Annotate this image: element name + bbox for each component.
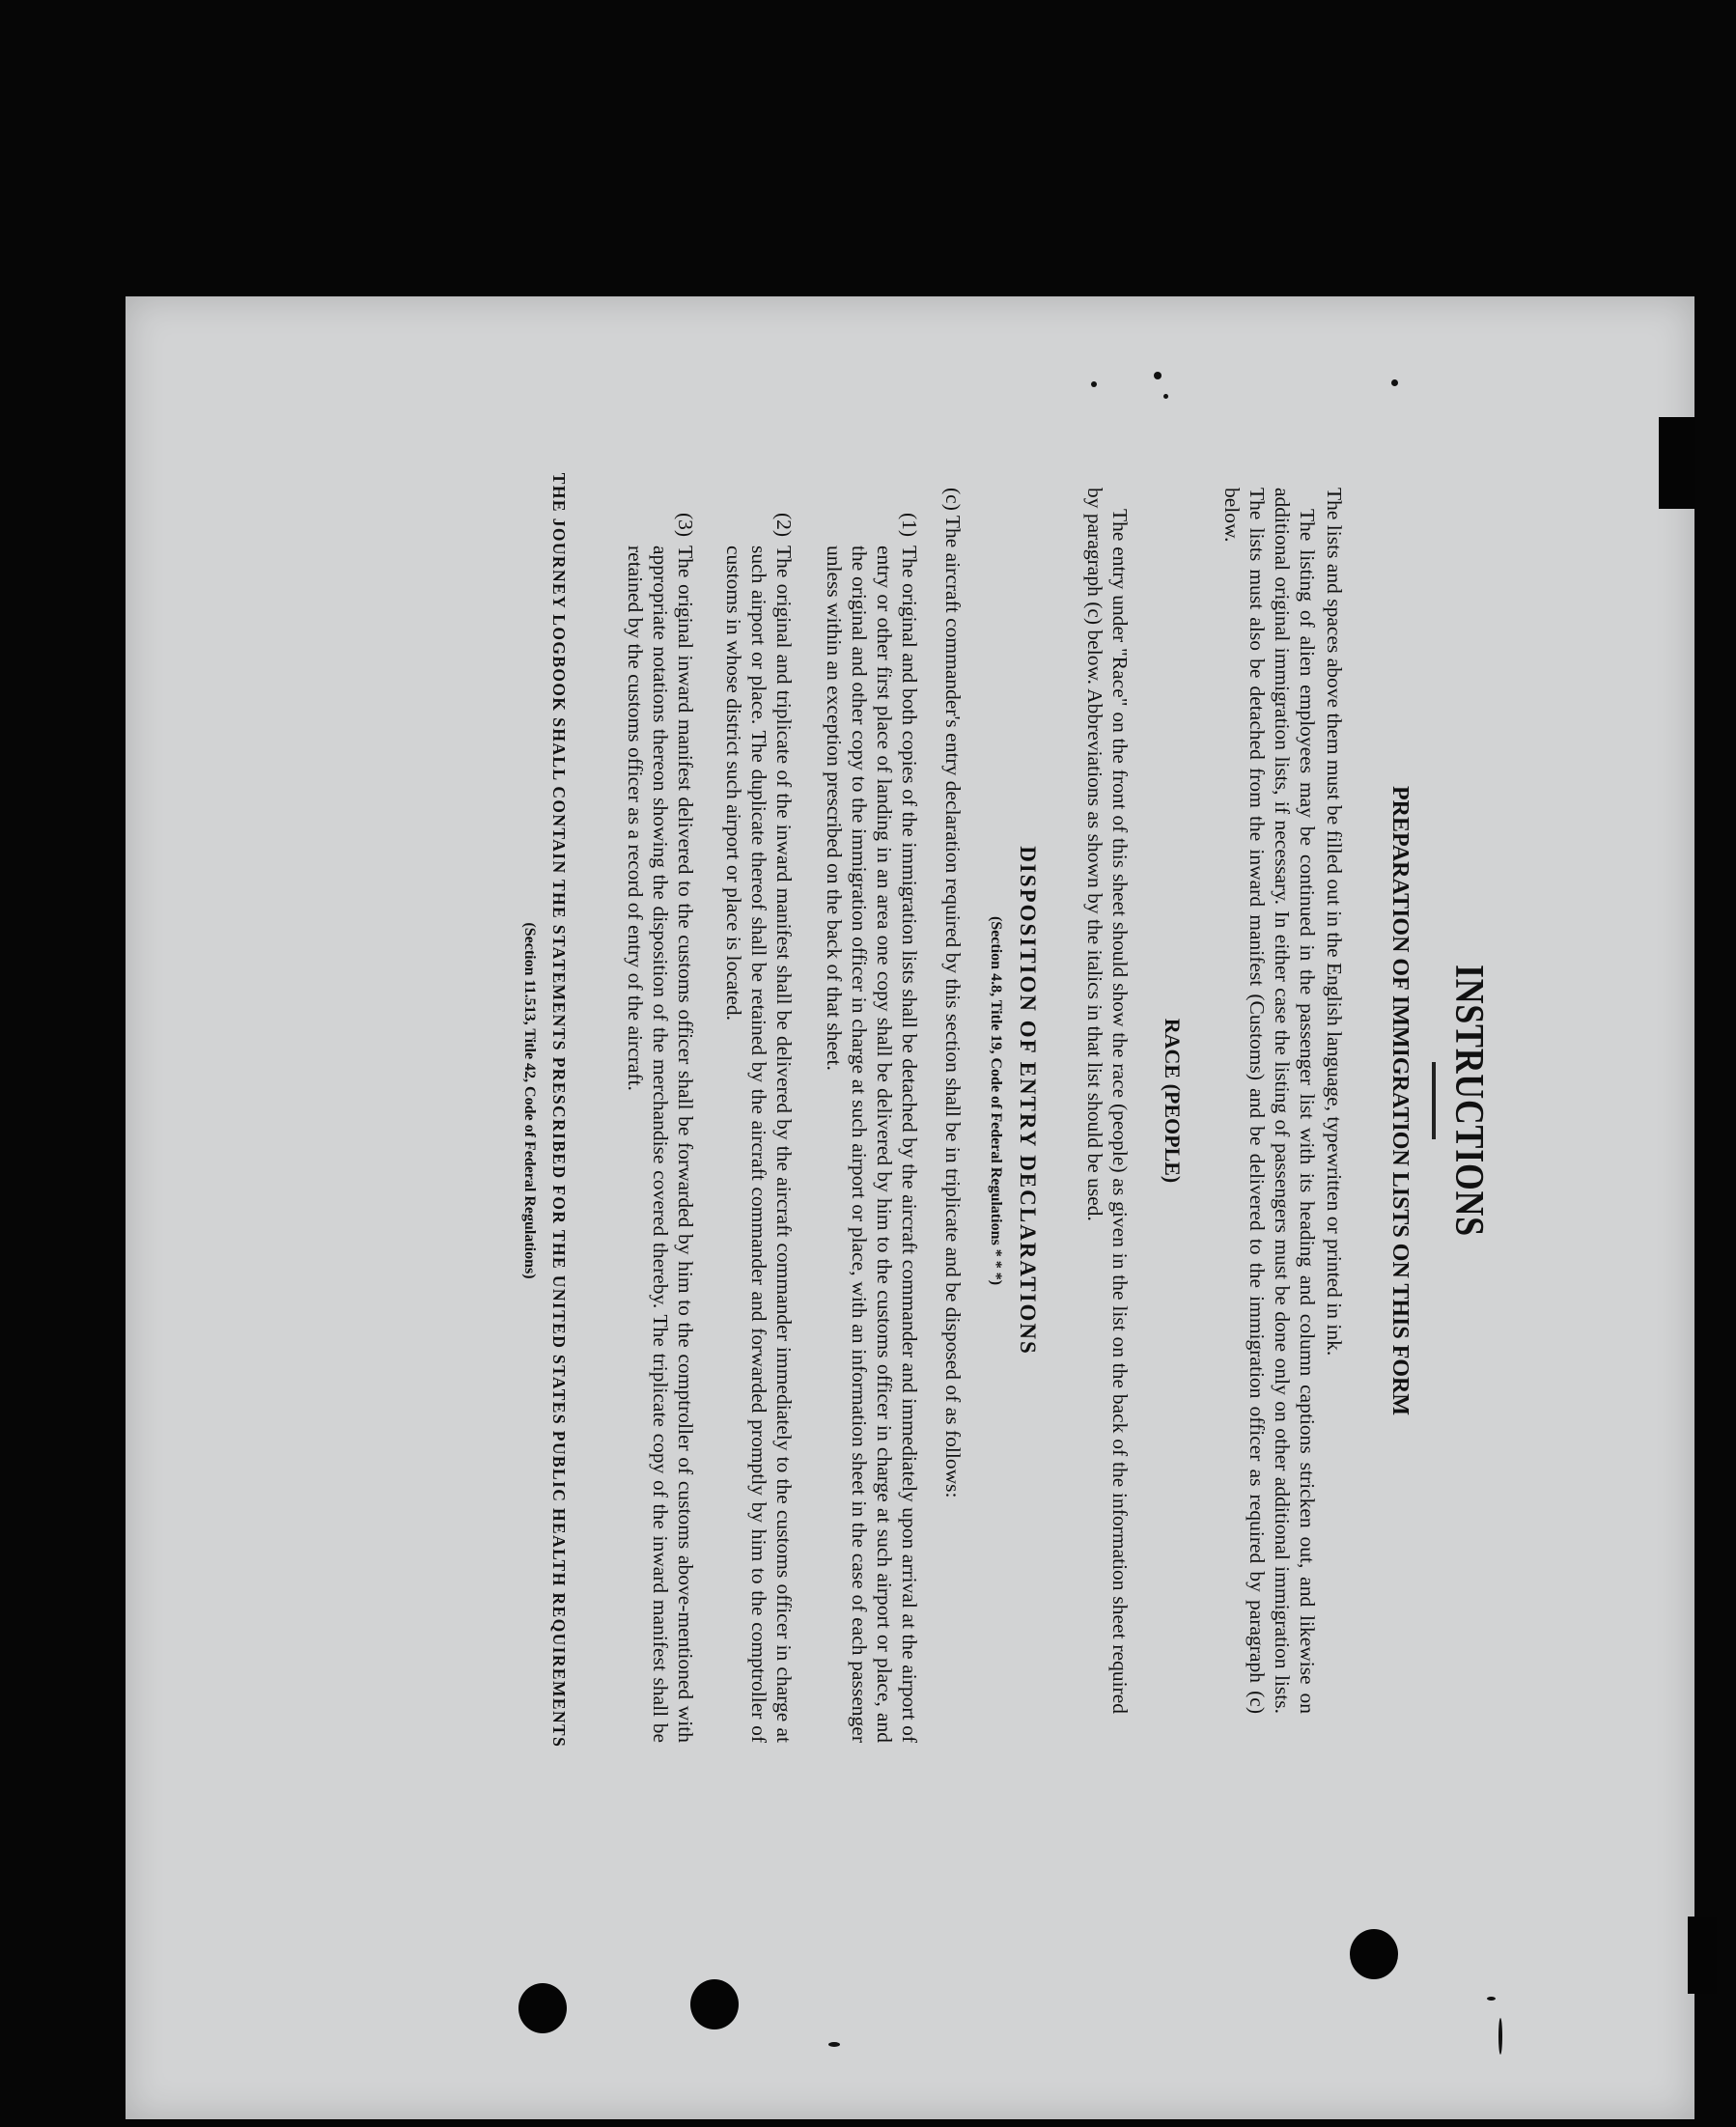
- ink-speck: [1498, 2018, 1502, 2055]
- list-item: [822, 513, 922, 1743]
- logbook-citation: (Section 11.513, Title 42, Code of Federal Regulations): [521, 922, 538, 1279]
- section-heading-disposition: DISPOSITION OF ENTRY DECLARATIONS: [1016, 846, 1040, 1356]
- punch-hole-bottom: [518, 1983, 567, 2033]
- list-item: [623, 513, 698, 1743]
- paragraph-c: (c) The aircraft commander's entry declaration required by this section shall be in triplicate and be disposed of as follows:: [941, 488, 965, 1498]
- ink-speck: [1487, 1997, 1496, 2001]
- ink-speck: [828, 2042, 840, 2047]
- regulation-citation: (Section 4.8, Title 19, Code of Federal Regulations * * *): [988, 915, 1004, 1286]
- list-item-number: (3): [674, 513, 697, 538]
- preparation-paragraph: The lists and spaces above them must be filled out in the English language, typewritten or printed in ink.: [1323, 488, 1346, 1357]
- title-underline: [1432, 1062, 1436, 1139]
- punch-hole-top: [1350, 1929, 1398, 1979]
- list-item-number: (2): [772, 513, 796, 538]
- instructions-text-block: [372, 328, 1492, 1873]
- list-item-text: The original and triplicate of the inward manifest shall be delivered by the aircraft commander immediately to the customs officer in charge at such airport or place. The duplicate thereof shall be retained by the aircraft commander and forwarded promptly by him to the comptroller of customs in whose district such airport or place is located.: [722, 546, 796, 1743]
- list-item-text: The original and both copies of the immigration lists shall be detached by the aircraft commander and immediately upon arrival at the airport of entry or other first place of landing in an area one copy shall be delivered by him to the customs officer in charge at such airport or place, and the original and other copy to the immigration officer in charge at such airport or place, with an information sheet in the case of each passenger unless within an exception prescribed on the back of that sheet.: [823, 546, 921, 1743]
- preparation-paragraph: The listing of alien employees may be continued in the passenger list with its heading and column captions stricken out, and likewise on additional original immigration lists, if necessary. In either case the listing of passengers must be done only on other additional immigration lists. The lists must also be detached from the inward manifest (Customs) and be delivered to the immigration officer as required by paragraph (c) below.: [1220, 488, 1319, 1714]
- document-title: INSTRUCTIONS: [1446, 964, 1491, 1237]
- logbook-statement: THE JOURNEY LOGBOOK SHALL CONTAIN THE STATEMENTS PRESCRIBED FOR THE UNITED STATES PUBLIC HEALTH REQUIREMENTS: [549, 472, 569, 1749]
- race-paragraph: The entry under "Race" on the front of this sheet should show the race (people) as given in the list on the back of the information sheet required by paragraph (c) below. Abbreviations as shown by the italics in that list should be used.: [1083, 488, 1132, 1714]
- binding-tab: [1659, 417, 1695, 509]
- section-heading-race: RACE (PEOPLE): [1161, 1018, 1185, 1184]
- list-item: [721, 513, 797, 1743]
- punch-hole-middle: [690, 1979, 739, 2029]
- section-heading-preparation: PREPARATION OF IMMIGRATION LISTS ON THIS FORM: [1387, 785, 1413, 1416]
- list-item-number: (1): [898, 513, 921, 538]
- list-item-text: The original inward manifest delivered to the customs officer shall be forwarded by him to the comptroller of customs above-mentioned with appropriate notations thereon showing the disposition of the merchandise covered thereby. The triplicate copy of the inward manifest shall be retained by the customs officer as a record of entry of the aircraft.: [624, 546, 697, 1743]
- edge-clip: [1688, 1917, 1717, 1994]
